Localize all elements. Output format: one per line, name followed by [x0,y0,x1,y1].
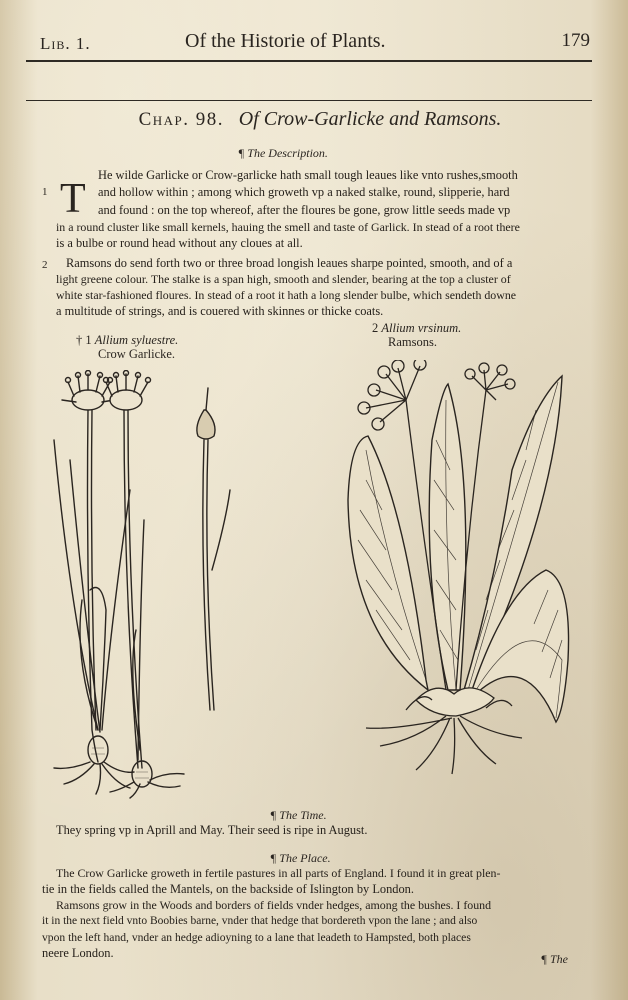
figure-2-latin: Allium vrsinum. [381,321,462,335]
page-number: 179 [561,30,590,51]
paragraph-2-line-4: a multitude of strings, and is couered with skinnes or thicke coats. [56,304,384,318]
place-line-6: neere London. [42,946,114,960]
figure-1-caption [76,333,178,361]
figure-2-caption [372,321,461,349]
figure-1-mark: † 1 [76,333,92,347]
figure-1-latin: Allium syluestre. [94,333,179,347]
chapter-label: Chap. 98. [138,109,225,130]
description-heading: ¶ The Description. [238,146,328,160]
paragraph-1-line-3: and found : on the top whereof, after the floures be gone, grow little seeds made vp [98,203,511,217]
paragraph-number-2: 2 [42,259,48,271]
place-line-4: it in the next field vnto Boobies barne, vnder that hedge that bordereth vpon the lane ; and also [42,915,478,927]
crow-garlicke-woodcut [40,370,270,800]
paragraph-2-line-3: white star-fashioned floures. In stead of a root it hath a long slender bulbe, which sendeth downe [56,288,517,302]
head-rule-lower [26,100,592,101]
paragraph-1-line-5: is a bulbe or round head without any cloues at all. [56,236,303,250]
running-title: Of the Historie of Plants. [185,30,386,52]
chapter-heading [60,108,580,131]
paragraph-1-line-2: and hollow within ; among which groweth vp a naked stalke, round, slipperie, hard [98,185,510,199]
paragraph-number-1: 1 [42,186,48,198]
chapter-title: Of Crow-Garlicke and Ramsons. [238,108,502,130]
place-line-1: The Crow Garlicke groweth in fertile pastures in all parts of England. I found it in great plen- [56,866,501,880]
place-line-2: tie in the fields called the Mantels, on the backside of Islington by London. [42,882,414,896]
figure-2-english: Ramsons. [388,335,437,349]
drop-capital: T [60,176,86,222]
figure-1-english: Crow Garlicke. [98,347,176,361]
paragraph-1-line-1: He wilde Garlicke or Crow-garlicke hath small tough leaues like vnto rushes,smooth [98,168,518,182]
book-number: Lib. 1. [40,34,91,53]
time-text: They spring vp in Aprill and May. Their seed is ripe in August. [56,823,368,837]
place-heading: ¶ The Place. [270,851,331,865]
place-line-3: Ramsons grow in the Woods and borders of fields vnder hedges, among the bushes. I found [56,898,492,912]
paragraph-2-line-1: Ramsons do send forth two or three broad longish leaues sharpe pointed, smooth, and of a [66,256,513,270]
time-heading: ¶ The Time. [270,808,327,822]
paragraph-1-line-4: in a round cluster like small kernels, hauing the smell and taste of Garlick. In stead of a root there [56,220,520,234]
head-rule [26,60,592,62]
figure-2-mark: 2 [372,321,379,335]
paragraph-2-line-2: light greene colour. The stalke is a span high, smooth and slender, bearing at the top a cluster of [56,272,511,286]
catchword: ¶ The [540,952,568,966]
ramsons-woodcut [336,360,582,780]
running-head [30,28,590,58]
place-line-5: vpon the left hand, vnder an hedge adioyning to a lane that leadeth to Hampsted, both places [42,931,471,944]
